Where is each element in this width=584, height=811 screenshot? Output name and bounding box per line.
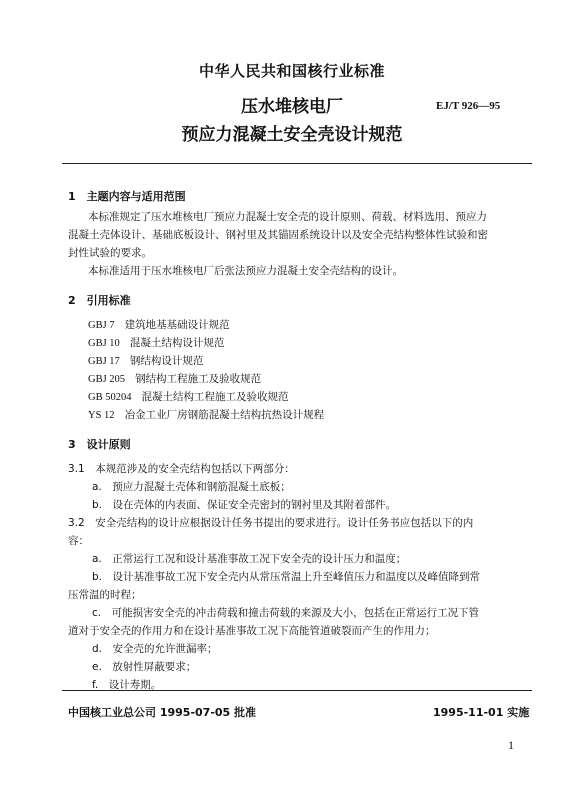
reference-code: GBJ 10	[88, 338, 120, 349]
header-rule	[62, 163, 532, 164]
paragraph-line: 混凝土壳体设计、基础底板设计、钢衬里及其锚固系统设计以及安全壳结构整体性试验和密	[68, 229, 488, 241]
clause-item: c. 可能损害安全壳的冲击荷载和撞击荷载的来源及大小，包括在正常运行工况下管	[92, 607, 480, 619]
title-line-2: 预应力混凝土安全壳设计规范	[181, 125, 403, 145]
clause-item: f. 设计寿期。	[92, 679, 162, 691]
clause-item-cont: 压常温的时程；	[68, 589, 142, 601]
reference-title: 混凝土结构工程施工及验收规范	[141, 391, 289, 403]
reference-item	[88, 352, 203, 371]
reference-title: 混凝土结构设计规范	[129, 337, 225, 349]
reference-code: GBJ 17	[88, 356, 120, 367]
clause-3-2-cont: 容：	[68, 535, 89, 547]
reference-code: YS 12	[88, 410, 115, 421]
reference-item	[88, 388, 288, 407]
title-line-1: 压水堆核电厂	[241, 97, 343, 117]
paragraph-line: 封性试验的要求。	[68, 247, 152, 259]
clause-item: d. 安全壳的允许泄漏率；	[92, 643, 218, 655]
approval-line: 中国核工业总公司 1995-07-05 批准	[68, 706, 257, 719]
clause-item: a. 正常运行工况和设计基准事故工况下安全壳的设计压力和温度；	[92, 553, 407, 565]
clause-item: b. 设计基准事故工况下安全壳内从常压常温上升至峰值压力和温度以及峰值降到常	[92, 571, 481, 583]
standard-code: EJ/T 926—95	[436, 100, 501, 112]
section-3-heading: 3 设计原则	[68, 438, 131, 451]
clause-3-2: 3.2 安全壳结构的设计应根据设计任务书提出的要求进行。设计任务书应包括以下的内	[68, 517, 474, 529]
clause-3-1: 3.1 本规范涉及的安全壳结构包括以下两部分：	[68, 463, 295, 475]
footer-rule	[62, 690, 532, 691]
implementation-date: 1995-11-01 实施	[433, 706, 530, 719]
reference-title: 钢结构设计规范	[129, 355, 204, 367]
clause-item-cont: 道对于安全壳的作用力和在设计基准事故工况下高能管道破裂而产生的作用力；	[68, 625, 436, 637]
section-2-heading: 2 引用标准	[68, 294, 131, 307]
standard-category: 中华人民共和国核行业标准	[198, 62, 385, 80]
reference-item	[88, 406, 324, 425]
page-number: 1	[508, 738, 514, 752]
reference-item	[88, 370, 261, 389]
reference-code: GB 50204	[88, 392, 132, 403]
clause-item: e. 放射性屏蔽要求；	[92, 661, 197, 673]
clause-item: b. 设在壳体的内表面、保证安全壳密封的钢衬里及其附着部件。	[92, 499, 397, 511]
section-1-heading: 1 主题内容与适用范围	[68, 190, 186, 203]
reference-title: 建筑地基基础设计规范	[124, 319, 230, 331]
reference-title: 钢结构工程施工及验收规范	[135, 373, 262, 385]
paragraph-line: 本标准规定了压水堆核电厂预应力混凝土安全壳的设计原则、荷载、材料选用、预应力	[88, 211, 487, 223]
reference-title: 冶金工业厂房钢筋混凝土结构抗热设计规程	[124, 409, 325, 421]
reference-item	[88, 334, 224, 353]
paragraph-line: 本标准适用于压水堆核电厂后张法预应力混凝土安全壳结构的设计。	[88, 265, 403, 277]
reference-code: GBJ 7	[88, 320, 115, 331]
clause-item: a. 预应力混凝土壳体和钢筋混凝土底板；	[92, 481, 291, 493]
reference-code: GBJ 205	[88, 374, 126, 385]
reference-item	[88, 316, 230, 335]
